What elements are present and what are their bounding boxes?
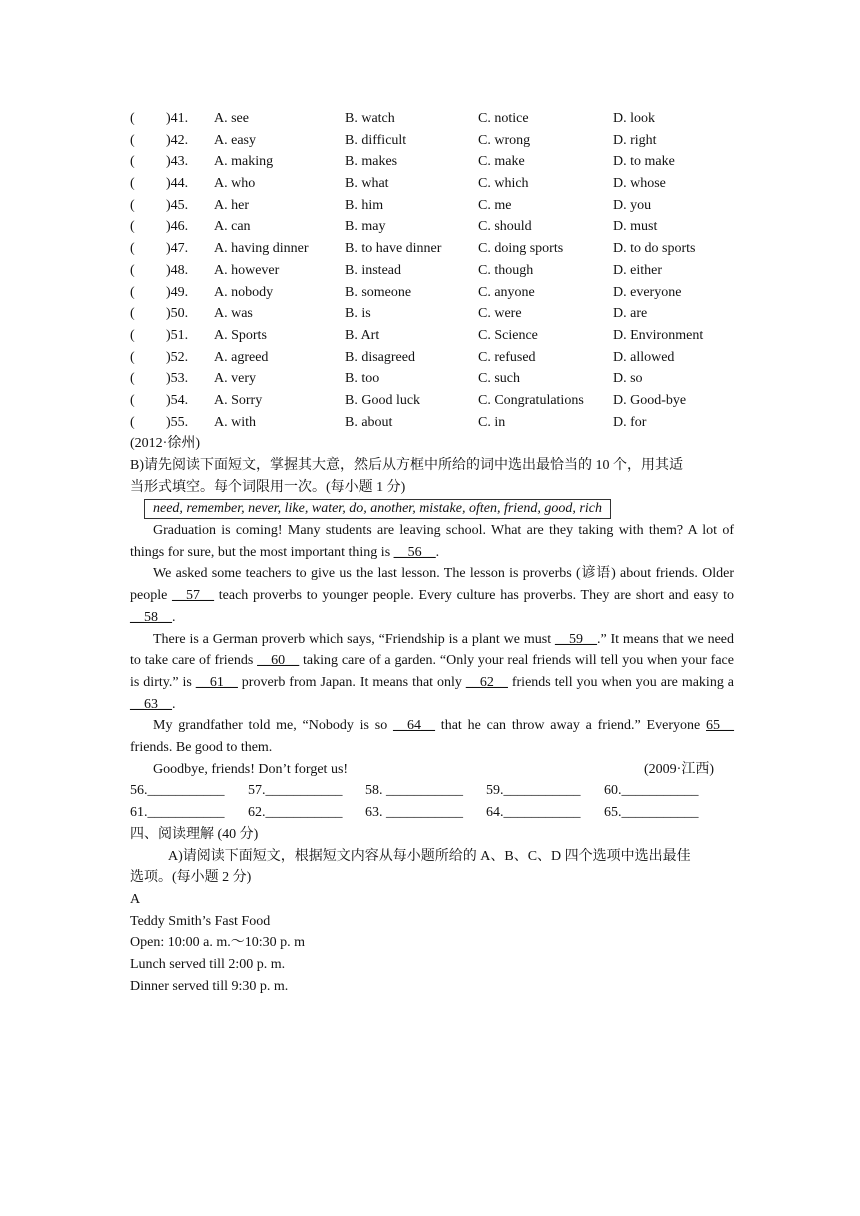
section-4-instruction-cont: 选项。(每小题 2 分) <box>130 870 252 886</box>
section-4-heading: 四、阅读理解 (40 分) <box>130 826 259 842</box>
option-b: B. disagreed <box>345 349 415 365</box>
dinner-hours: Dinner served till 9:30 p. m. <box>130 978 289 994</box>
option-a: A. agreed <box>214 349 269 365</box>
option-b: B. instead <box>345 262 401 278</box>
passage-paragraph-1: Graduation is coming! Many students are leaving school. What are they taking with them? A lot of things for sure, but the most important thing is __56__. <box>130 523 734 560</box>
question-number: )42. <box>166 132 189 148</box>
option-a: A. see <box>214 111 249 126</box>
option-b: B. makes <box>345 154 398 170</box>
option-a: A. was <box>214 306 253 322</box>
option-c: C. wrong <box>478 132 531 148</box>
option-d: D. either <box>613 262 662 278</box>
option-b: B. him <box>345 197 384 213</box>
blank-56: __56__ <box>393 544 436 560</box>
question-number: )51. <box>166 327 189 343</box>
answer-paren: ( <box>130 371 135 387</box>
option-c: C. Congratulations <box>478 392 584 408</box>
option-c: C. refused <box>478 349 536 365</box>
option-c: C. should <box>478 219 532 235</box>
passage-paragraph-2: We asked some teachers to give us the last lesson. The lesson is proverbs (谚语) about friends. Older people __57__ teach proverbs to younger people. Every culture has proverbs. They are short and easy to __58__. <box>130 566 734 625</box>
answer-row-1 <box>130 780 734 802</box>
blank-59: __59__ <box>554 631 597 647</box>
question-number: )46. <box>166 219 189 235</box>
answer-paren: ( <box>130 176 135 192</box>
blank-64: __64__ <box>393 718 436 734</box>
blank-61: __61__ <box>195 674 238 690</box>
question-row <box>130 108 734 130</box>
reading-title: Teddy Smith’s Fast Food <box>130 913 271 929</box>
passage-paragraph-3: There is a German proverb which says, “Friendship is a plant we must __59__.” It means that we need to take care of friends __60__ taking care of a garden. “Only your real friends will tell you when your face is dirty.” is __61__ proverb from Japan. It means that only __62__ friends tell you when you are making a __63__. <box>130 631 735 712</box>
option-b: B. difficult <box>345 132 407 148</box>
option-a: A. who <box>214 176 256 192</box>
option-a: A. having dinner <box>214 241 309 257</box>
question-row <box>130 347 734 369</box>
option-d: D. to make <box>613 154 675 170</box>
question-row <box>130 130 734 152</box>
option-c: C. me <box>478 197 512 213</box>
option-b: B. may <box>345 219 386 235</box>
question-number: )52. <box>166 349 189 365</box>
option-c: C. notice <box>478 111 529 126</box>
answer-paren: ( <box>130 306 135 322</box>
option-d: D. are <box>613 306 648 322</box>
option-a: A. very <box>214 371 256 387</box>
option-d: D. look <box>613 111 655 126</box>
word-bank-box: need, remember, never, like, water, do, another, mistake, often, friend, good, rich <box>144 499 611 519</box>
answer-paren: ( <box>130 349 135 365</box>
answer-paren: ( <box>130 414 135 430</box>
passage-label: A <box>130 891 141 907</box>
answer-blank-62[interactable]: 62.___________ <box>248 805 343 821</box>
option-a: A. easy <box>214 132 256 148</box>
answer-blank-57[interactable]: 57.___________ <box>248 783 343 799</box>
answer-paren: ( <box>130 392 135 408</box>
option-a: A. nobody <box>214 284 274 300</box>
option-c: C. were <box>478 306 522 322</box>
option-a: A. with <box>214 414 256 430</box>
question-number: )55. <box>166 414 189 430</box>
option-c: C. anyone <box>478 284 535 300</box>
answer-blank-58[interactable]: 58. ___________ <box>365 783 463 799</box>
option-c: C. in <box>478 414 506 430</box>
answer-blank-60[interactable]: 60.___________ <box>604 783 699 799</box>
option-b: B. someone <box>345 284 412 300</box>
passage-paragraph-4: My grandfather told me, “Nobody is so __64__ that he can throw away a friend.” Everyone 65__ friends. Be good to them. <box>130 718 734 756</box>
section-b-instruction: B)请先阅读下面短文，掌握其大意，然后从方框中所给的词中选出最恰当的 10 个，用其适 <box>130 458 683 473</box>
question-row <box>130 325 734 347</box>
answer-blank-59[interactable]: 59.___________ <box>486 783 581 799</box>
question-row <box>130 151 734 173</box>
answer-paren: ( <box>130 241 135 257</box>
option-b: B. to have dinner <box>345 241 442 257</box>
question-number: )50. <box>166 306 189 322</box>
question-number: )44. <box>166 176 189 192</box>
answer-blank-63[interactable]: 63. ___________ <box>365 805 463 821</box>
section-4-instruction: A)请阅读下面短文，根据短文内容从每小题所给的 A、B、C、D 四个选项中选出最佳 <box>168 848 691 864</box>
option-c: C. such <box>478 371 520 387</box>
option-d: D. whose <box>613 176 666 192</box>
blank-60: __60__ <box>257 653 300 669</box>
blank-62: __62__ <box>465 674 508 690</box>
option-b: B. about <box>345 414 393 430</box>
option-c: C. make <box>478 154 525 170</box>
opening-hours: Open: 10:00 a. m.～10:30 p. m <box>130 935 305 951</box>
option-b: B. Art <box>345 327 380 343</box>
source-note-b: (2009·江西) <box>644 761 714 777</box>
question-row <box>130 173 734 195</box>
question-row <box>130 282 734 304</box>
option-a: A. her <box>214 197 249 213</box>
question-number: )45. <box>166 197 189 213</box>
option-d: D. for <box>613 414 647 430</box>
option-d: D. to do sports <box>613 241 696 257</box>
option-b: B. what <box>345 176 389 192</box>
answer-paren: ( <box>130 154 135 170</box>
option-b: B. Good luck <box>345 392 421 408</box>
question-number: )47. <box>166 241 189 257</box>
option-c: C. Science <box>478 327 538 343</box>
answer-blank-65[interactable]: 65.___________ <box>604 805 699 821</box>
option-d: D. everyone <box>613 284 682 300</box>
blank-58: __58__ <box>130 609 172 625</box>
question-number: )48. <box>166 262 189 278</box>
option-d: D. Good-bye <box>613 392 687 408</box>
answer-blank-61[interactable]: 61.___________ <box>130 805 225 821</box>
option-d: D. allowed <box>613 349 675 365</box>
word-bank-row <box>130 498 734 520</box>
option-a: A. Sports <box>214 327 267 343</box>
passage-paragraph-5: Goodbye, friends! Don’t forget us! (2009·江西) <box>130 759 734 781</box>
answer-paren: ( <box>130 262 135 278</box>
option-a: A. can <box>214 219 251 235</box>
question-row <box>130 412 734 434</box>
option-c: C. which <box>478 176 529 192</box>
answer-blank-64[interactable]: 64.___________ <box>486 805 581 821</box>
option-c: C. though <box>478 262 534 278</box>
question-row <box>130 260 734 282</box>
question-number: )53. <box>166 371 189 387</box>
lunch-hours: Lunch served till 2:00 p. m. <box>130 956 286 972</box>
answer-blank-56[interactable]: 56.___________ <box>130 783 225 799</box>
multiple-choice-list <box>130 108 734 433</box>
option-a: A. Sorry <box>214 392 263 408</box>
option-b: B. too <box>345 371 380 387</box>
option-d: D. Environment <box>613 327 704 343</box>
option-d: D. right <box>613 132 657 148</box>
answer-paren: ( <box>130 219 135 235</box>
question-number: )54. <box>166 392 189 408</box>
answer-paren: ( <box>130 111 135 126</box>
section-b-instruction-cont: 当形式填空。每个词限用一次。(每小题 1 分) <box>130 479 406 495</box>
option-d: D. you <box>613 197 652 213</box>
answer-paren: ( <box>130 132 135 148</box>
option-d: D. so <box>613 371 643 387</box>
option-a: A. making <box>214 154 274 170</box>
option-a: A. however <box>214 262 280 278</box>
question-number: )43. <box>166 154 189 170</box>
answer-paren: ( <box>130 197 135 213</box>
option-b: B. is <box>345 306 371 322</box>
question-row <box>130 390 734 412</box>
question-row <box>130 238 734 260</box>
answer-paren: ( <box>130 327 135 343</box>
blank-57: __57__ <box>172 588 215 604</box>
question-row <box>130 195 734 217</box>
answer-paren: ( <box>130 284 135 300</box>
option-c: C. doing sports <box>478 241 564 257</box>
question-row <box>130 216 734 238</box>
question-number: )41. <box>166 111 189 126</box>
option-b: B. watch <box>345 111 395 126</box>
question-row <box>130 368 734 390</box>
blank-65: 65__ <box>705 718 734 734</box>
option-d: D. must <box>613 219 658 235</box>
question-row <box>130 303 734 325</box>
worksheet-page <box>130 108 734 997</box>
blank-63: __63__ <box>130 696 172 712</box>
source-note: (2012·徐州) <box>130 436 200 452</box>
question-number: )49. <box>166 284 189 300</box>
answer-row-2 <box>130 802 734 824</box>
